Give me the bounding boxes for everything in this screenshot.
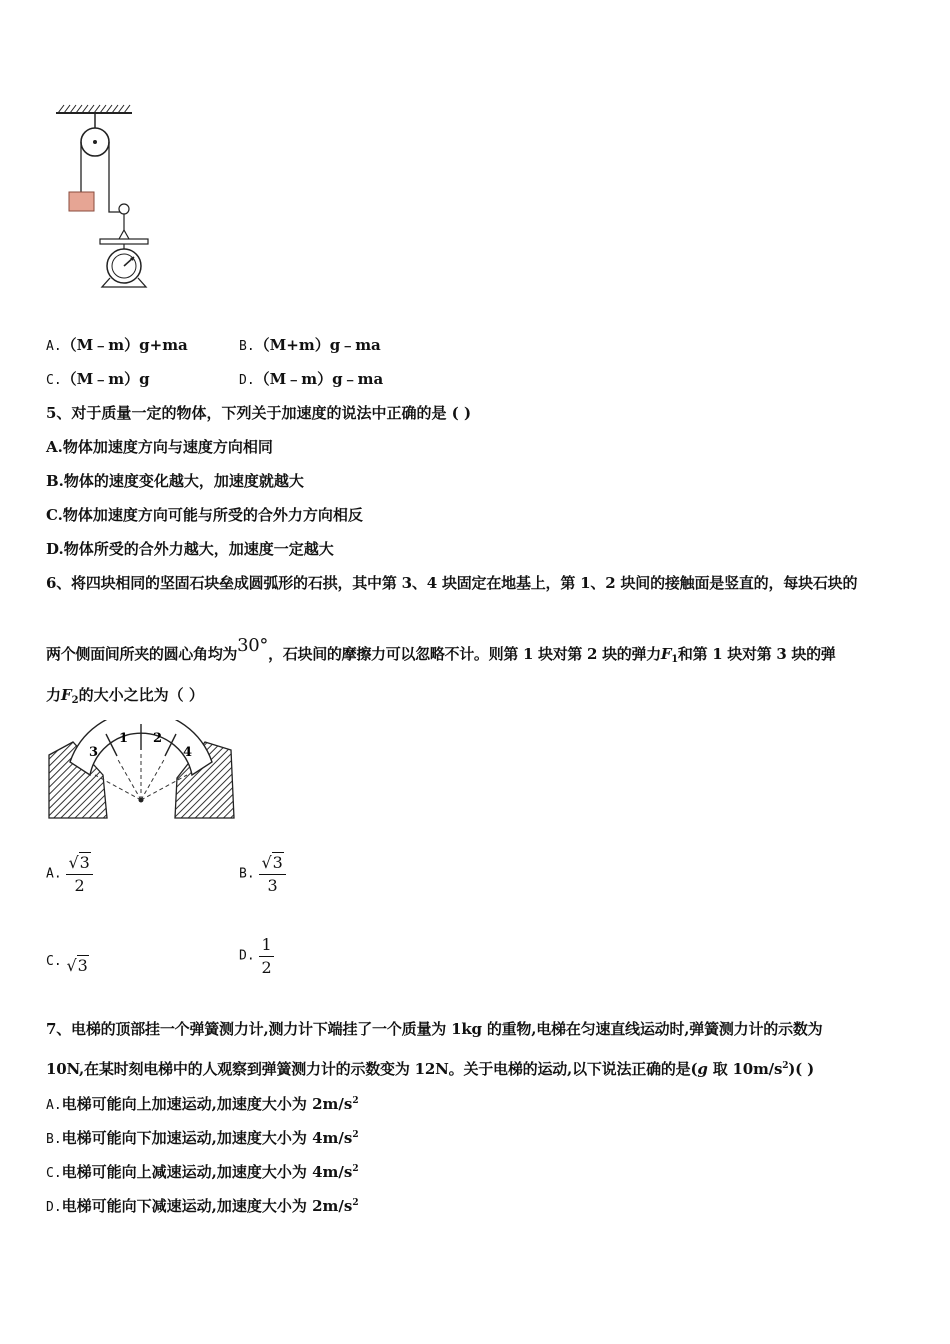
stone-label-1: 1 bbox=[119, 731, 129, 746]
q7-option-b: B.电梯可能向下加速运动,加速度大小为 $4m/s^2$ bbox=[46, 1129, 359, 1147]
q5-stem: 5、对于质量一定的物体，下列关于加速度的说法中正确的是 ( ) bbox=[46, 404, 472, 422]
q7-stem-line2: 10N,在某时刻电梯中的人观察到弹簧测力计的示数变为 12N。关于电梯的运动,以下说法正确的是(g 取 $10m/s^2$)( ) bbox=[46, 1060, 814, 1078]
q7-option-a: A.电梯可能向上加速运动,加速度大小为 $2m/s^2$ bbox=[46, 1095, 359, 1113]
stone-label-3: 3 bbox=[89, 745, 99, 760]
stone-label-4: 4 bbox=[183, 745, 193, 760]
q6-option-c: C. √3 bbox=[46, 954, 88, 975]
pulley-scale-figure bbox=[50, 100, 150, 295]
stone-label-2: 2 bbox=[153, 731, 163, 746]
angle-value: 30° bbox=[237, 635, 269, 656]
q5-option-c: C.物体加速度方向可能与所受的合外力方向相反 bbox=[46, 506, 363, 524]
q5-option-b: B.物体的速度变化越大，加速度就越大 bbox=[46, 472, 304, 490]
q6-stem-line2: 两个侧面间所夹的圆心角均为30°，石块间的摩擦力可以忽略不计。则第 1 块对第 2 块的弹力$F_1$和第 1 块对第 3 块的弹 bbox=[46, 635, 836, 665]
q6-stem-line1: 6、将四块相同的坚固石块垒成圆弧形的石拱，其中第 3、4 块固定在地基上，第 1、2 块间的接触面是竖直的，每块石块的 bbox=[46, 574, 858, 592]
q7-option-c: C.电梯可能向上减速运动,加速度大小为 $4m/s^2$ bbox=[46, 1163, 359, 1181]
q5-option-d: D.物体所受的合外力越大，加速度一定越大 bbox=[46, 540, 334, 558]
q6-option-d: D. $\frac{1}{2}$ bbox=[239, 935, 272, 977]
q7-option-d: D.电梯可能向下减速运动,加速度大小为 $2m/s^2$ bbox=[46, 1197, 359, 1215]
q4-option-c: C.（M﹣m）g bbox=[46, 370, 150, 388]
q4-option-d: D.（M﹣m）g﹣ma bbox=[239, 370, 384, 388]
q5-option-a: A.物体加速度方向与速度方向相同 bbox=[46, 438, 273, 456]
q7-stem-line1: 7、电梯的顶部挂一个弹簧测力计,测力计下端挂了一个质量为 1kg 的重物,电梯在匀速直线运动时,弹簧测力计的示数为 bbox=[46, 1020, 823, 1038]
q4-option-a: A.（M﹣m）g+ma bbox=[46, 336, 188, 354]
stone-arch-figure bbox=[45, 720, 240, 825]
q6-option-b: B. $\frac{√3}{3}$ bbox=[239, 852, 286, 897]
q6-option-a: A. $\frac{√3}{2}$ bbox=[46, 852, 93, 897]
q6-stem-line3: 力$F_2$的大小之比为（ ） bbox=[46, 686, 204, 706]
q4-option-b: B.（M+m）g﹣ma bbox=[239, 336, 381, 354]
